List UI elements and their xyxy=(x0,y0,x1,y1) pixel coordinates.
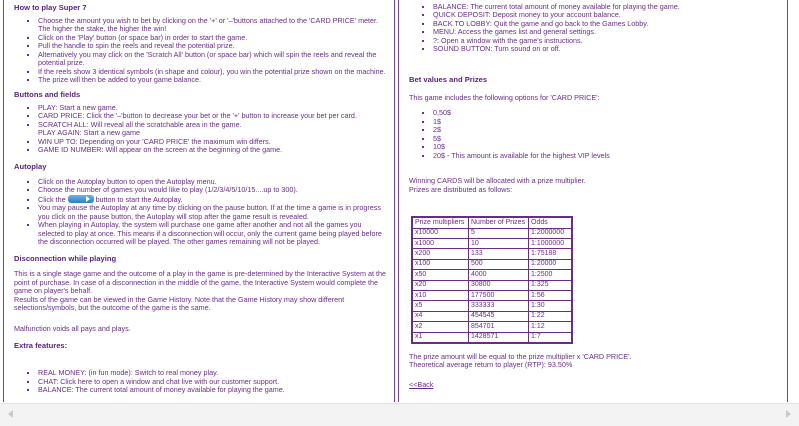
list-item: ▪ 0,50$ xyxy=(433,109,779,117)
table-row xyxy=(412,228,572,238)
table-row xyxy=(412,311,572,321)
table-cell: x1000 xyxy=(412,239,469,249)
table-cell: 1428571 xyxy=(469,332,529,343)
table-cell: x1 xyxy=(412,332,469,343)
malfunction-text: Malfunction voids all pays and plays. xyxy=(14,323,131,333)
column-header: Prize multipliers xyxy=(412,217,469,228)
list-item: ▪ 5$ xyxy=(433,135,779,143)
back-link[interactable]: <<Back xyxy=(409,379,434,389)
list-item: ▪ If the reels show 3 identical symbols (in shape and colour), you win the potential prize shown on the machine. xyxy=(38,68,386,76)
back-row xyxy=(409,381,779,389)
table-row xyxy=(412,270,572,280)
table-cell: 454545 xyxy=(469,311,529,321)
autoplay-list xyxy=(14,178,386,247)
list-item: ▪ Choose the amount you wish to bet by clicking on the '+' or '–'buttons attached to the 'CARD PRICE' meter. xyxy=(38,17,386,25)
list-item: ▪ REAL MONEY: (in fun mode): Switch to real money play. xyxy=(38,369,386,377)
table-cell: 10 xyxy=(469,239,529,249)
help-page-right xyxy=(398,0,788,402)
table-cell: 30800 xyxy=(469,280,529,290)
table-row xyxy=(412,301,572,311)
table-cell: 854701 xyxy=(469,322,529,332)
table-cell: x50 xyxy=(412,270,469,280)
list-item: ▪ SOUND BUTTON: Turn sound on or off. xyxy=(433,45,779,53)
list-item: ▪ QUICK DEPOSIT: Deposit money to your account balance. xyxy=(433,11,779,19)
table-cell: x5 xyxy=(412,301,469,311)
autoplay-heading: Autoplay xyxy=(14,161,47,171)
disconnection-paragraph: This is a single stage game and the outcome of a play in the game is pre-determined by the Interactive System at the point of purchase. In case of a disconnection in the middle of the game, the Interactive System would complete the game on player's behalf. xyxy=(14,269,386,296)
list-item: ▪ Choose the number of games you would like to play (1/2/3/4/5/10/15....up to 300). xyxy=(38,186,386,194)
scroll-right-arrow-icon[interactable] xyxy=(786,410,791,418)
table-cell: x10 xyxy=(412,290,469,300)
buttons-heading: Buttons and fields xyxy=(14,89,81,99)
table-cell: x100 xyxy=(412,259,469,269)
column-header: Number of Prizes xyxy=(469,217,529,228)
rtp-text: Theoretical average return to player (RTP): 93.50% xyxy=(409,360,573,370)
autoplay-start-text: button to start the Autoplay. xyxy=(95,194,183,204)
list-item: ▪ GAME ID NUMBER: Will appear on the screen at the beginning of the game. xyxy=(38,146,386,154)
list-item: The higher the stake, the higher the win! xyxy=(38,24,167,34)
list-item: ▪ SCRATCH ALL: Will reveal all the scratchable area in the game. xyxy=(38,121,386,129)
table-cell: x20 xyxy=(412,280,469,290)
list-item: ▪ BALANCE: The current total amount of money available for playing the game. xyxy=(38,386,386,394)
extra-features-list-continued xyxy=(409,3,779,54)
list-item: ▪ The prize will then be added to your game balance. xyxy=(38,76,386,84)
table-cell: 1:75188 xyxy=(529,249,573,259)
table-row xyxy=(412,290,572,300)
table-row xyxy=(412,332,572,343)
table-cell: 177500 xyxy=(469,290,529,300)
table-cell: 4000 xyxy=(469,270,529,280)
list-item: ▪ WIN UP TO: Depending on your 'CARD PRICE' the maximum win differs. xyxy=(38,138,386,146)
list-item: ▪ 1$ xyxy=(433,118,779,126)
table-cell: 500 xyxy=(469,259,529,269)
list-item: ▪ You may pause the Autoplay at any time by clicking on the pause button. If at the time a game is in progress you click on the pause button, the Autoplay will stop after the game result is revealed. xyxy=(38,204,386,221)
disconnection-heading: Disconnection while playing xyxy=(14,253,117,263)
table-cell: 1:30 xyxy=(529,301,573,311)
list-item: ▪ 10$ xyxy=(433,143,779,151)
table-cell: x2 xyxy=(412,322,469,332)
game-history-paragraph: Results of the game can be viewed in the Game History. Note that the Game History may show different selections/symbols, but the outcome of the game is the same. xyxy=(14,294,345,313)
table-cell: 1:2500 xyxy=(529,270,573,280)
table-row xyxy=(412,280,572,290)
list-item: ▪ ?: Open a window with the game's instructions. xyxy=(433,37,779,45)
autoplay-click-text: Click the xyxy=(38,194,66,204)
table-cell: x200 xyxy=(412,249,469,259)
list-item: ▪ Click on the Autoplay button to open the Autoplay menu. xyxy=(38,178,386,186)
list-item: ▪ Pull the handle to spin the reels and reveal the potential prize. xyxy=(38,42,386,50)
prize-table xyxy=(411,216,573,344)
bet-intro-text: This game includes the following options for 'CARD PRICE': xyxy=(409,92,600,102)
list-item: ▪ MENU: Access the games list and general settings. xyxy=(433,28,779,36)
table-cell: 5 xyxy=(469,228,529,238)
scroll-left-arrow-icon[interactable] xyxy=(8,410,13,418)
extra-features-heading: Extra features: xyxy=(14,341,68,351)
bet-values-heading: Bet values and Prizes xyxy=(409,74,488,84)
table-cell: 1:7 xyxy=(529,332,573,343)
table-row xyxy=(412,239,572,249)
table-cell: 1:325 xyxy=(529,280,573,290)
list-item: ▪ CARD PRICE: Click the '–'button to decrease your bet or the '+' button to increase your bet per card. xyxy=(38,112,386,120)
list-item: ▪ 2$ xyxy=(433,126,779,134)
column-header: Odds xyxy=(529,217,573,228)
table-cell: 133 xyxy=(469,249,529,259)
table-cell: 1:20000 xyxy=(529,259,573,269)
list-item: ▪ 20$ - This amount is available for the highest VIP levels xyxy=(433,152,779,160)
table-cell: 1:2000000 xyxy=(529,228,573,238)
list-item: ▪ BALANCE: The current total amount of money available for playing the game. xyxy=(433,3,779,11)
table-row xyxy=(412,259,572,269)
table-cell: 1:22 xyxy=(529,311,573,321)
list-item: ▪ When playing in Autoplay, the system will purchase one game after another and not all the games you selected to play at once. This means if a disconnection will occur, only the current game being played before the disconnection occurred will be played. The other games remaining will not be played. xyxy=(38,221,386,246)
prize-formula-text: The prize amount will be equal to the prize multiplier x 'CARD PRICE'. xyxy=(409,351,632,361)
table-cell: x4 xyxy=(412,311,469,321)
buttons-list xyxy=(14,104,386,155)
horizontal-scrollbar[interactable] xyxy=(0,403,799,426)
extra-features-list xyxy=(14,369,386,394)
how-to-play-heading: How to play Super 7 xyxy=(14,3,87,12)
list-item: ▪ Alternatively you may click on the 'Scratch All' button (or space bar) which will spin the reels and reveal the potential prize. xyxy=(38,51,386,68)
table-header-row xyxy=(412,217,572,228)
table-row xyxy=(412,322,572,332)
winning-cards-text: Winning CARDS will be allocated with a prize multiplier. xyxy=(409,176,586,186)
how-to-play-list xyxy=(14,17,386,85)
card-price-options xyxy=(409,109,779,160)
autoplay-start-button-icon xyxy=(68,195,94,203)
list-item: ▪ BACK TO LOBBY: Quit the game and go back to the Games Lobby. xyxy=(433,20,779,28)
help-page-left xyxy=(3,0,395,402)
list-item: PLAY AGAIN: Start a new game xyxy=(38,128,141,138)
table-cell: 1:56 xyxy=(529,290,573,300)
table-row xyxy=(412,249,572,259)
table-cell: 1:1000000 xyxy=(529,239,573,249)
table-cell: x10000 xyxy=(412,228,469,238)
list-item: ▪ Click on the 'Play' button (or space bar) in order to start the game. xyxy=(38,34,386,42)
list-item: ▪ PLAY: Start a new game. xyxy=(38,104,386,112)
table-cell: 333333 xyxy=(469,301,529,311)
table-cell: 1:12 xyxy=(529,322,573,332)
list-item: ▪ CHAT: Click here to open a window and chat live with our customer support. xyxy=(38,378,386,386)
prizes-distributed-text: Prizes are distributed as follows: xyxy=(409,184,513,194)
